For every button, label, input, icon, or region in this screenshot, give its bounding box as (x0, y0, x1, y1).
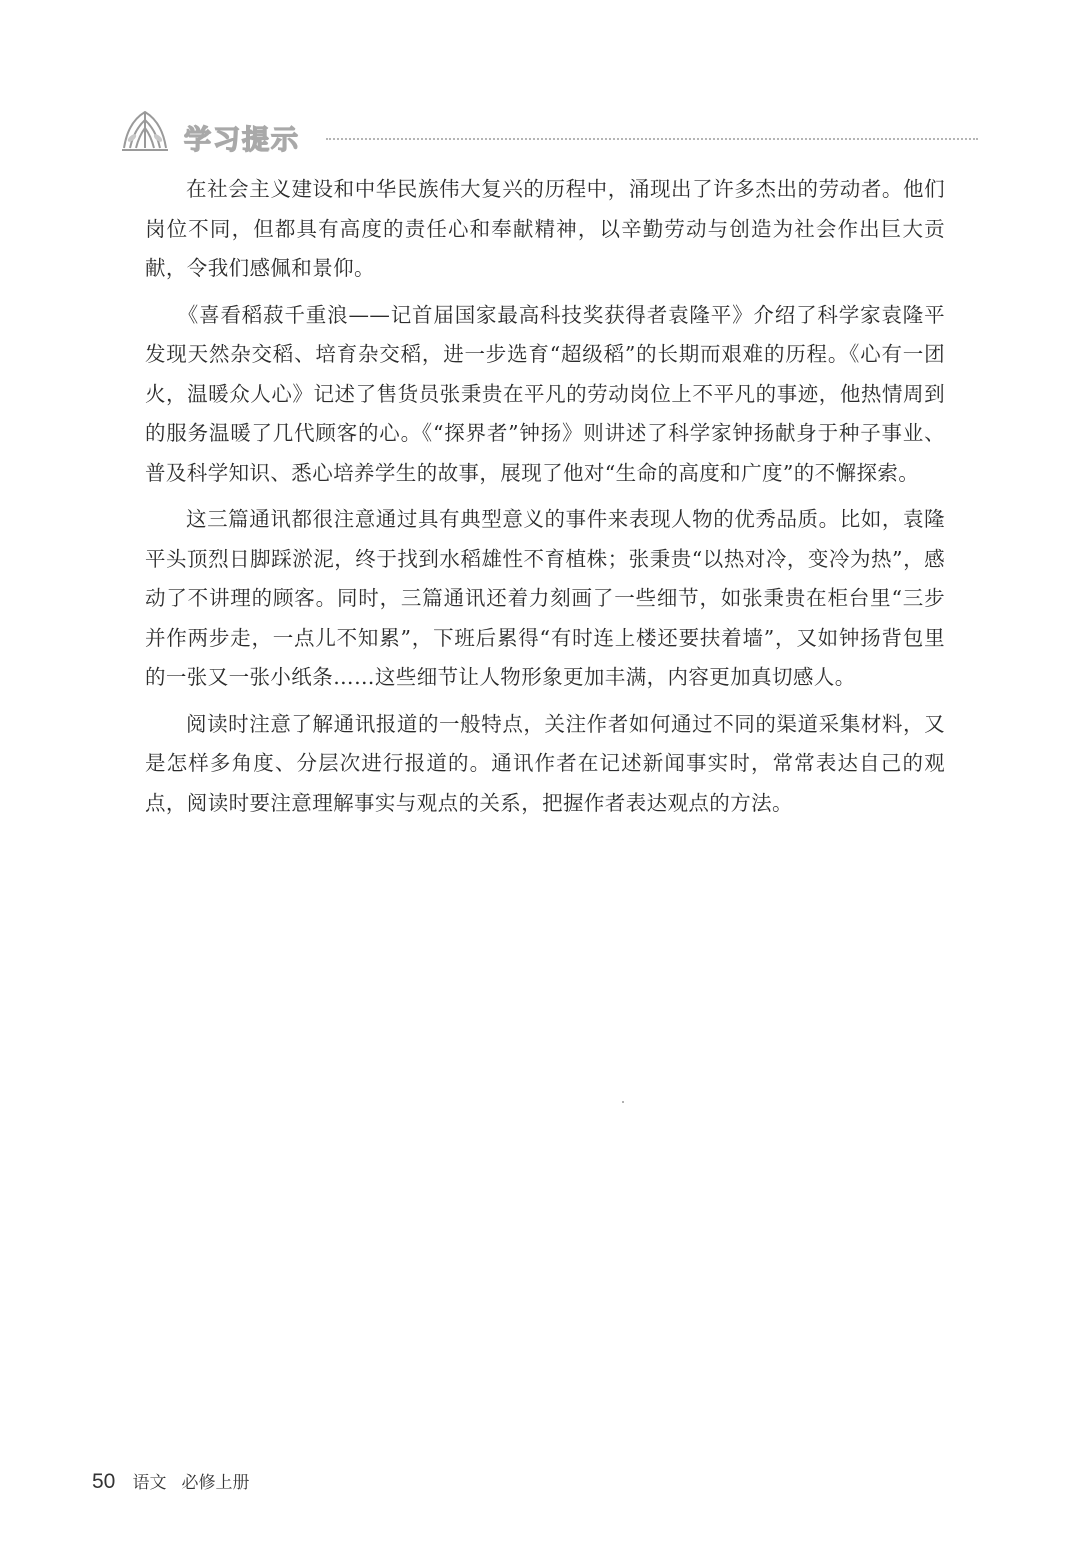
paragraph-articles-summary: 《喜看稻菽千重浪——记首届国家最高科技奖获得者袁隆平》介绍了科学家袁隆平发现天然杂交稻、培育杂交稻，进一步选育“超级稻”的长期而艰难的历程。《心有一团火，温暖众人心》记述了售货员张秉贵在平凡的劳动岗位上不平凡的事迹，他热情周到的服务温暖了几代顾客的心。《“探界者”钟扬》则讲述了科学家钟扬献身于种子事业、普及科学知识、悉心培养学生的故事，展现了他对“生命的高度和广度”的不懈探索。 (145, 302, 945, 485)
page-number: 50 (92, 1470, 116, 1493)
scan-speck (622, 1101, 624, 1103)
paragraph-intro: 在社会主义建设和中华民族伟大复兴的历程中，涌现出了许多杰出的劳动者。他们岗位不同，但都具有高度的责任心和奉献精神，以辛勤劳动与创造为社会作出巨大贡献，令我们感佩和景仰。 (145, 177, 945, 280)
book-title: 语文 (132, 1473, 167, 1493)
section-header (118, 108, 978, 158)
paragraph-reading-guidance: 阅读时注意了解通讯报道的一般特点，关注作者如何通过不同的渠道采集材料，又是怎样多角度、分层次进行报道的。通讯作者在记述新闻事实时，常常表达自己的观点，阅读时要注意理解事实与观点的关系，把握作者表达观点的方法。 (145, 711, 945, 815)
volume-title: 必修上册 (181, 1473, 250, 1493)
section-title: 学习提示 (184, 125, 300, 156)
learning-tips-body (145, 170, 945, 830)
page-footer (92, 1468, 250, 1494)
leaf-fan-icon (118, 108, 172, 154)
paragraph-writing-techniques: 这三篇通讯都很注意通过具有典型意义的事件来表现人物的优秀品质。比如，袁隆平头顶烈日脚踩淤泥，终于找到水稻雄性不育植株；张秉贵“以热对冷，变冷为热”，感动了不讲理的顾客。同时，三篇通讯还着力刻画了一些细节，如张秉贵在柜台里“三步并作两步走，一点儿不知累”，下班后累得“有时连上楼还要扶着墙”，又如钟扬背包里的一张又一张小纸条……这些细节让人物形象更加丰满，内容更加真切感人。 (145, 507, 945, 689)
header-dotted-rule (326, 138, 978, 140)
